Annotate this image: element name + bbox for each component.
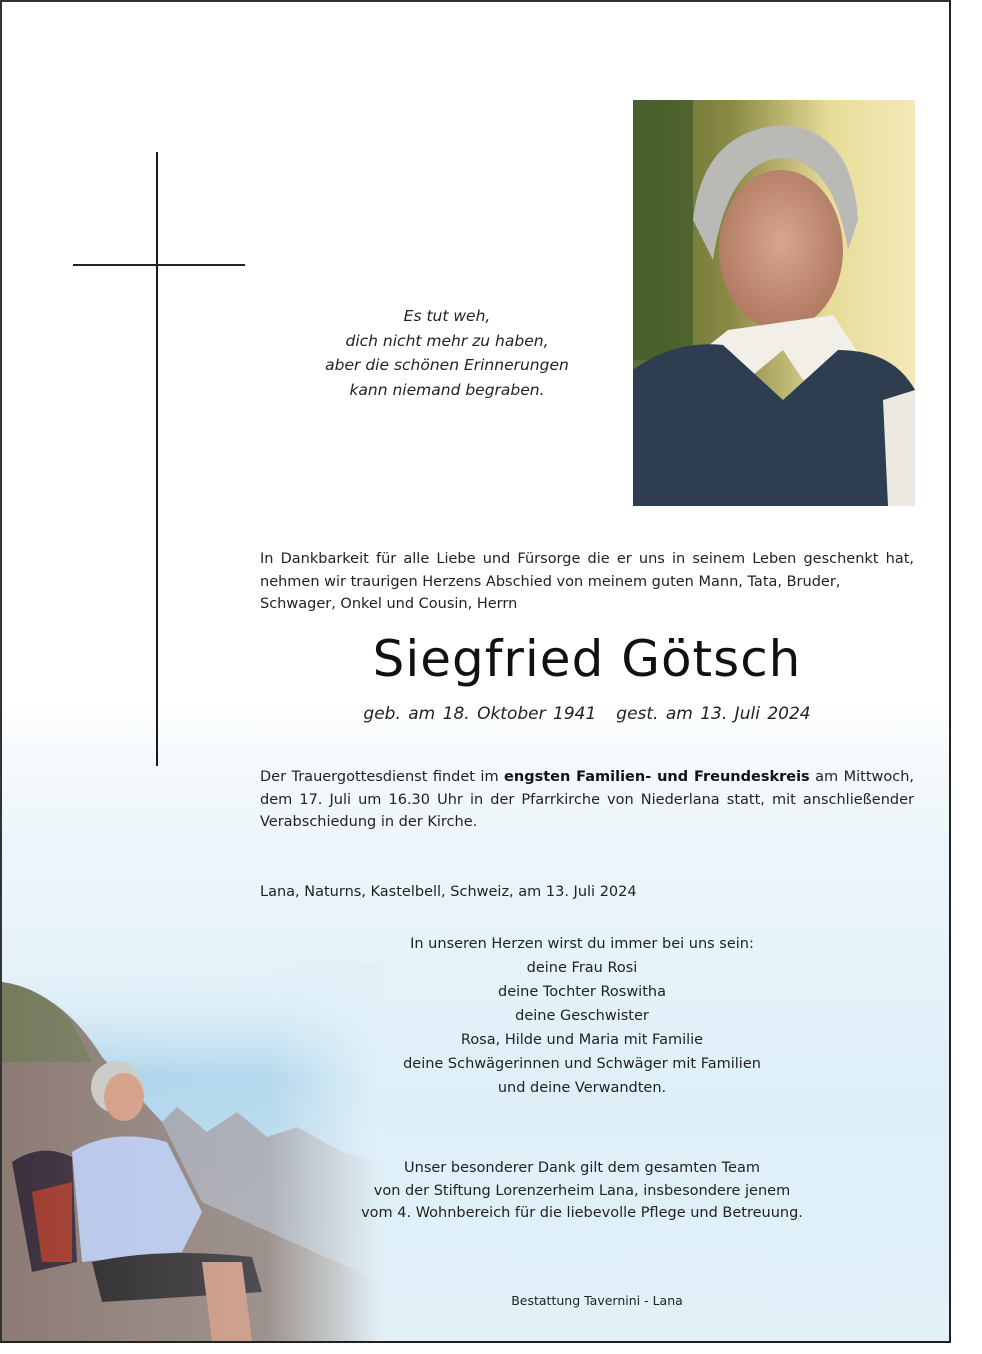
thanks-line: vom 4. Wohnbereich für die liebevolle Pflege und Betreuung.	[361, 1205, 803, 1221]
death-date: gest. am 13. Juli 2024	[616, 704, 811, 724]
quote-line: dich nicht mehr zu haben,	[345, 331, 549, 350]
mourners-line: deine Geschwister	[515, 1008, 649, 1024]
mourners-line: und deine Verwandten.	[497, 1080, 667, 1096]
service-text-1: Der Trauergottesdienst findet im	[260, 769, 505, 785]
quote-line: kann niemand begraben.	[349, 380, 545, 399]
place-date: Lana, Naturns, Kastelbell, Schweiz, am 13. Juli 2024	[260, 884, 637, 900]
undertaker-credit: Bestattung Tavernini - Lana	[511, 1293, 683, 1308]
intro-paragraph: In Dankbarkeit für alle Liebe und Fürsorge die er uns in seinem Leben geschenkt hat, nehmen wir traurigen Herzens Abschied von meinem guten Mann, Tata, Bruder,	[260, 551, 914, 590]
mourners-line: deine Schwägerinnen und Schwäger mit Familien	[403, 1056, 761, 1072]
portrait-photo	[633, 100, 915, 506]
intro-text	[260, 548, 914, 616]
service-text-2: am Mittwoch, dem 17. Juli um 16.30 Uhr in der Pfarrkirche von Niederlana statt, mit anschließender Verabschiedung in der Kirche.	[260, 769, 915, 830]
birth-date: geb. am 18. Oktober 1941	[363, 704, 597, 724]
mourners-line: Rosa, Hilde und Maria mit Familie	[460, 1032, 704, 1048]
mourners-list	[322, 932, 842, 1100]
quote-line: Es tut weh,	[403, 307, 491, 325]
mourners-line: In unseren Herzen wirst du immer bei uns sein:	[410, 936, 754, 952]
mourners-line: deine Tochter Roswitha	[498, 984, 666, 1000]
thanks-line: von der Stiftung Lorenzerheim Lana, insbesondere jenem	[373, 1182, 791, 1199]
life-dates	[260, 704, 914, 724]
service-text-bold: engsten Familien- und Freundeskreis	[504, 769, 810, 785]
thanks-line: Unser besonderer Dank gilt dem gesamten Team	[404, 1160, 760, 1176]
cross-icon-vertical	[156, 152, 158, 766]
memorial-quote	[272, 304, 622, 402]
thanks-text	[322, 1157, 842, 1225]
mourners-line: deine Frau Rosi	[526, 960, 638, 976]
intro-paragraph-end: Schwager, Onkel und Cousin, Herrn	[260, 596, 518, 612]
quote-line: aber die schönen Erinnerungen	[325, 356, 569, 374]
cross-icon-horizontal	[73, 264, 245, 266]
service-info	[260, 766, 914, 834]
deceased-name: Siegfried Götsch	[372, 630, 802, 688]
